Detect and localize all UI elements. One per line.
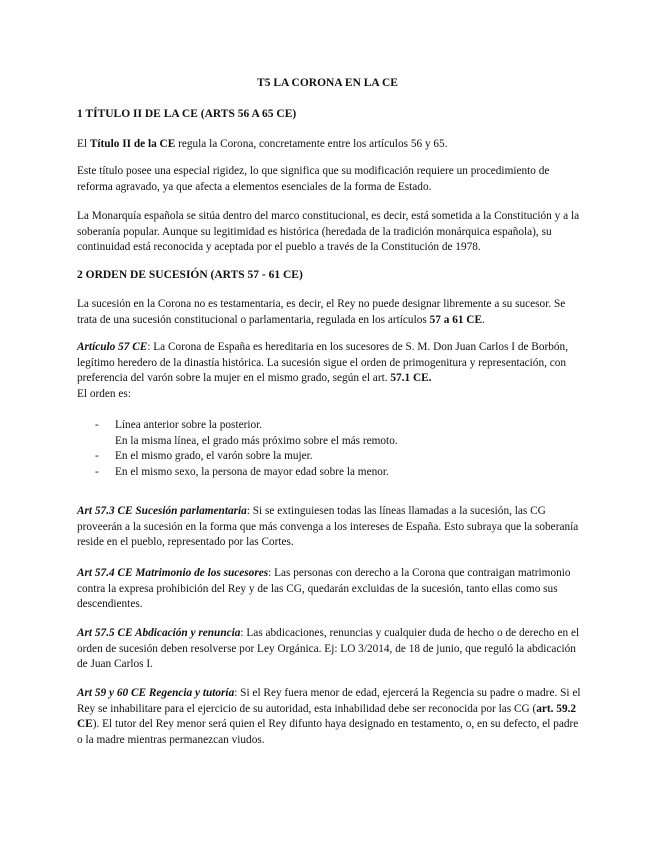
art-57-text: : La Corona de España es hereditaria en los sucesores de S. M. Don Juan Carlos I de Borbón, legítimo heredero de la dinastía histórica. La sucesión sigue el orden de primogenitura y representación, con preferencia del varón sobre la mujer en el mismo grado, según el art. xyxy=(77,341,569,385)
bullet-dash: - xyxy=(95,465,99,478)
art-59-2-ref: art. 59.2 CE xyxy=(77,702,577,731)
list-item-line: En el mismo sexo, la persona de mayor edad sobre la menor. xyxy=(115,465,389,478)
section-2-paragraph-1 xyxy=(77,297,585,328)
text-run: La sucesión en la Corona no es testamentaria, es decir, el Rey no puede designar libremente a su sucesor. Se trata de una sucesión constitucional o parlamentaria, regulada en los artículos xyxy=(77,298,566,326)
art-57-5-label: Art 57.5 CE Abdicación y renuncia xyxy=(77,627,241,639)
art-59-60-text: ). El tutor del Rey menor será quien el Rey difunto haya designado en testamento, o, en su defecto, el padre o la madre mientras permanezcan viudos. xyxy=(77,718,579,746)
bullet-dash: - xyxy=(95,419,99,431)
articles-ref: 57 a 61 CE xyxy=(429,313,483,326)
art-57-tail: El orden es: xyxy=(77,387,131,400)
section-1-heading: 1 TÍTULO II DE LA CE (ARTS 56 A 65 CE) xyxy=(77,108,297,120)
bullet-dash: - xyxy=(95,450,99,463)
list-item-line: Línea anterior sobre la posterior. xyxy=(115,419,263,431)
art-59-60-label: Art 59 y 60 CE Regencia y tutoría xyxy=(77,687,235,699)
art-59-60-paragraph xyxy=(77,686,585,748)
art-59-60-text: : Si el Rey fuera menor de edad, ejercerá la Regencia su padre o madre. Si el Rey se inhabilitare para el ejercicio de su autoridad, esta inhabilidad debe ser reconocida por las CG ( xyxy=(77,687,581,715)
text-run: regula la Corona, concretamente entre los artículos 56 y 65. xyxy=(175,138,448,150)
section-1-paragraph-2: Este título posee una especial rigidez, lo que significa que su modificación requiere un procedimiento de reforma agravado, ya que afecta a elementos esenciales de la forma de Estado. xyxy=(77,165,550,193)
art-57-3-paragraph xyxy=(77,504,585,551)
page-title: T5 LA CORONA EN LA CE xyxy=(257,77,398,89)
list-item-line: En la misma línea, el grado más próximo sobre el más remoto. xyxy=(115,434,398,447)
text-run: El xyxy=(77,138,90,150)
art-57-5-paragraph xyxy=(77,626,585,673)
text-run: . xyxy=(482,313,485,326)
succession-order-list xyxy=(77,418,585,480)
art-57-3-label: Art 57.3 CE Sucesión parlamentaria xyxy=(77,505,247,517)
list-item xyxy=(77,465,585,481)
titulo-ii-emphasis: Título II de la CE xyxy=(89,138,176,150)
art-57-paragraph xyxy=(77,340,585,402)
section-1-paragraph-3: La Monarquía española se sitúa dentro del marco constitucional, es decir, está sometida a la Constitución y a la soberanía popular. Aunque su legitimidad es histórica (heredada de la tradición monárquica española), su continuidad está reconocida y aceptada por el pueblo a través de la Constitución de 1978. xyxy=(77,210,580,254)
art-57-4-label: Art 57.4 CE Matrimonio de los sucesores xyxy=(77,567,269,579)
section-1-paragraph-1 xyxy=(77,137,585,153)
art-57-3-text: : Si se extinguiesen todas las líneas llamadas a la sucesión, las CG proveerán a la sucesión en la forma que más convenga a los intereses de España. Esto subraya que la soberanía reside en el pueblo, representado por las Cortes. xyxy=(77,505,579,549)
art-57-4-paragraph xyxy=(77,566,585,613)
list-item-line: En el mismo grado, el varón sobre la mujer. xyxy=(115,450,313,463)
art-57-4-text: : Las personas con derecho a la Corona que contraigan matrimonio contra la expresa prohibición del Rey y de las CG, quedarán excluidas de la sucesión, tanto ellas como sus descendientes. xyxy=(77,567,571,611)
art-57-1-ref: 57.1 CE. xyxy=(390,372,432,385)
list-item xyxy=(77,418,585,449)
section-2-heading: 2 ORDEN DE SUCESIÓN (ARTS 57 - 61 CE) xyxy=(77,269,303,281)
list-item xyxy=(77,449,585,465)
art-57-5-text: : Las abdicaciones, renuncias y cualquier duda de hecho o de derecho en el orden de sucesión deben resolverse por Ley Orgánica. Ej: LO 3/2014, de 18 de junio, que reguló la abdicación de Juan Carlos I. xyxy=(77,627,580,671)
art-57-label: Artículo 57 CE xyxy=(77,341,148,353)
